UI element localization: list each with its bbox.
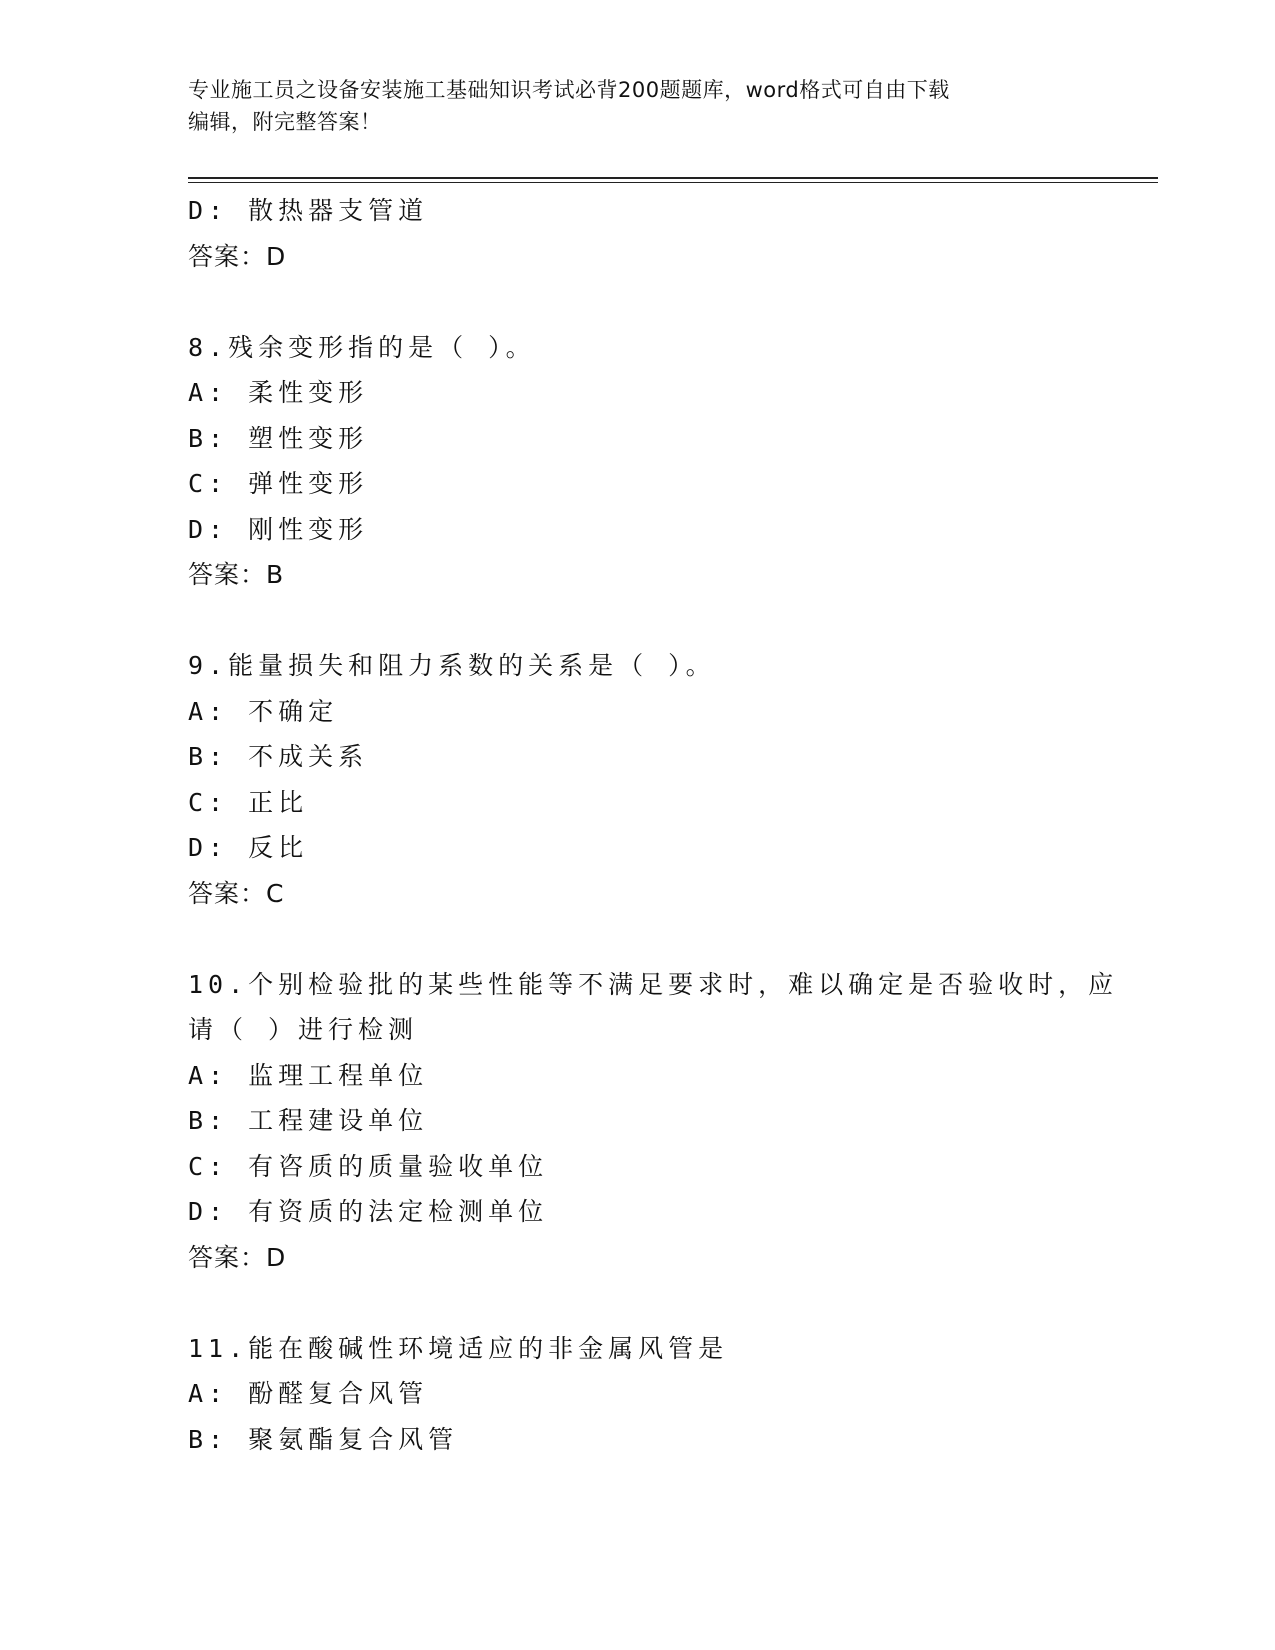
spacer [188,279,1088,325]
option-c: C: 正比 [188,787,309,817]
header-title-line-2: 编辑，附完整答案！ [188,110,382,134]
answer-line: 答案：D [188,1242,287,1272]
document-header [188,74,1088,138]
option-d: D: 反比 [188,833,309,862]
option-a: A: 柔性变形 [188,378,369,407]
question-stem: 9.能量损失和阻力系数的关系是（ ）。 [188,651,716,680]
answer-line: 答案：D [188,241,287,271]
answer-line: 答案：C [188,878,285,908]
option-a: A: 监理工程单位 [188,1060,429,1090]
previous-question-tail [188,188,1088,279]
question-9 [188,643,1088,916]
answer-line: 答案：B [188,560,285,589]
question-list [188,188,1119,1462]
option-a: A: 酚醛复合风管 [188,1379,429,1408]
header-divider-thin [188,182,1158,183]
spacer [188,1280,1088,1326]
option-d: D: 散热器支管道 [188,196,429,225]
option-b: B: 工程建设单位 [188,1106,429,1135]
option-b: B: 聚氨酯复合风管 [188,1424,459,1454]
spacer [188,598,1088,644]
question-stem-line-1: 10.个别检验批的某些性能等不满足要求时，难以确定是否验收时，应 [188,969,1119,999]
question-11 [188,1326,1088,1463]
question-stem: 8.残余变形指的是（ ）。 [188,332,536,362]
header-title-line-1: 专业施工员之设备安装施工基础知识考试必背200题题库，word格式可自由下载 [188,78,950,102]
header-divider-thick [188,177,1158,179]
spacer [188,916,1088,962]
question-8 [188,325,1088,598]
option-d: D: 有资质的法定检测单位 [188,1197,549,1226]
option-d: D: 刚性变形 [188,514,369,544]
option-a: A: 不确定 [188,696,339,726]
question-10 [188,962,1119,1281]
option-b: B: 不成关系 [188,742,369,771]
question-stem: 11.能在酸碱性环境适应的非金属风管是 [188,1333,729,1363]
option-b: B: 塑性变形 [188,423,369,453]
option-c: C: 有咨质的质量验收单位 [188,1151,549,1181]
question-stem-line-2: 请（ ）进行检测 [188,1015,419,1044]
option-c: C: 弹性变形 [188,469,369,498]
